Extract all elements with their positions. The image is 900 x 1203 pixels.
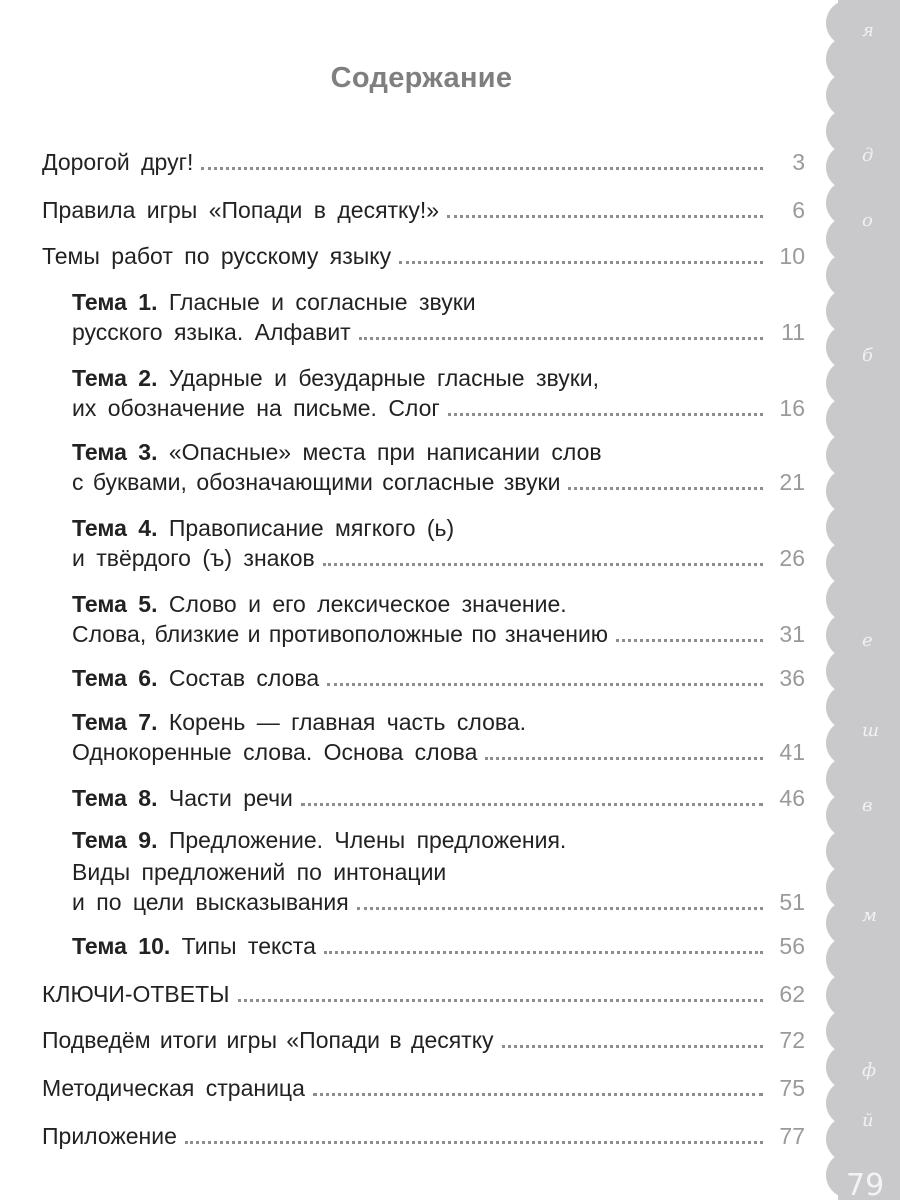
- dot-leader: [502, 1045, 763, 1048]
- dot-leader: [185, 1141, 763, 1144]
- dot-leader: [201, 167, 763, 170]
- topic-text: Правописание мягкого (ь): [168, 515, 455, 541]
- page-title: Содержание: [330, 62, 513, 94]
- dot-leader: [359, 337, 763, 340]
- toc-entry-method: [42, 1074, 805, 1102]
- topic-prefix: Тема 10.: [72, 933, 171, 959]
- toc-topic-4: [72, 544, 805, 572]
- toc-page-number: 36: [779, 665, 805, 691]
- toc-entry-text: Правила игры «Попади в десятку!»: [42, 197, 440, 223]
- dot-leader: [324, 951, 763, 954]
- toc-entry-keys: [42, 980, 805, 1008]
- topic-text: Корень — главная часть слова.: [168, 709, 527, 735]
- decorative-letter: е: [862, 630, 873, 651]
- toc-topic-7-first-line: [72, 708, 526, 736]
- toc-entry-results: [42, 1026, 805, 1054]
- toc-entry-text: русского языка. Алфавит: [72, 319, 351, 345]
- topic-prefix: Тема 6.: [72, 665, 158, 691]
- toc-page-number: 3: [792, 149, 805, 175]
- toc-page-number: 10: [779, 243, 805, 269]
- toc-entry-dear-friend: [42, 148, 805, 176]
- dot-leader: [399, 261, 763, 264]
- toc-entry-topics: [42, 242, 805, 270]
- topic-text: Состав слова: [168, 665, 320, 691]
- toc-page-number: 72: [779, 1027, 805, 1053]
- decorative-letter: й: [862, 1110, 874, 1131]
- toc-topic-3-first-line: [72, 438, 602, 466]
- toc-entry-text: и по цели высказывания: [72, 889, 349, 915]
- topic-prefix: Тема 2.: [72, 365, 158, 391]
- toc-topic-9-first-line: [72, 826, 566, 854]
- toc-entry-text: КЛЮЧИ-ОТВЕТЫ: [42, 981, 230, 1007]
- topic-text: Предложение. Члены предложения.: [168, 827, 567, 853]
- toc-topic-5-first-line: [72, 590, 567, 618]
- dot-leader: [485, 757, 763, 760]
- toc-entry-text: их обозначение на письме. Слог: [72, 395, 440, 421]
- toc-entry-text: [72, 932, 316, 960]
- toc-topic-9: [72, 888, 805, 916]
- toc-page-number: 46: [779, 785, 805, 811]
- toc-topic-10: [72, 932, 805, 960]
- toc-topic-7: [72, 738, 805, 766]
- decorative-letter: б: [862, 345, 873, 366]
- toc-topic-2-first-line: [72, 364, 599, 392]
- topic-text: Гласные и согласные звуки: [168, 289, 476, 315]
- toc-entry-rules: [42, 196, 805, 224]
- decorative-letter: ф: [862, 1060, 877, 1081]
- decorative-letter: м: [862, 905, 877, 926]
- topic-prefix: Тема 7.: [72, 709, 158, 735]
- toc-entry-text: и твёрдого (ъ) знаков: [72, 545, 315, 571]
- dot-leader: [238, 999, 763, 1002]
- toc-entry-text: Приложение: [42, 1123, 177, 1149]
- toc-page-number: 6: [792, 197, 805, 223]
- toc-entry-appendix: [42, 1122, 805, 1150]
- toc-page-number: 11: [781, 319, 805, 345]
- toc-page-number: 16: [779, 395, 805, 421]
- topic-prefix: Тема 4.: [72, 515, 158, 541]
- toc-page-number: 62: [779, 981, 805, 1007]
- topic-text: Слово и его лексическое значение.: [168, 591, 567, 617]
- toc-entry-text: Методическая страница: [42, 1075, 305, 1101]
- topic-prefix: Тема 5.: [72, 591, 158, 617]
- topic-prefix: Тема 8.: [72, 785, 158, 811]
- toc-topic-9-second-line: Виды предложений по интонации: [72, 859, 447, 885]
- topic-prefix: Тема 9.: [72, 827, 158, 853]
- toc-page-number: 41: [779, 739, 805, 765]
- toc-entry-text: [72, 784, 293, 812]
- toc-topic-3: [72, 468, 805, 496]
- toc-page-number: 26: [779, 545, 805, 571]
- decorative-letter: я: [862, 20, 874, 41]
- dot-leader: [357, 907, 763, 910]
- topic-text: «Опасные» места при написании слов: [168, 439, 602, 465]
- decorative-letter: о: [862, 210, 873, 231]
- page-number: 79: [846, 1168, 885, 1203]
- toc-entry-text: Подведём итоги игры «Попади в десятку: [42, 1027, 494, 1053]
- dot-leader: [616, 639, 763, 642]
- decorative-letter: д: [862, 145, 874, 166]
- toc-entry-text: Темы работ по русскому языку: [42, 243, 392, 269]
- toc-page-number: 77: [779, 1123, 805, 1149]
- toc-topic-4-first-line: [72, 514, 454, 542]
- toc-topic-1: [72, 318, 805, 346]
- topic-prefix: Тема 3.: [72, 439, 158, 465]
- toc-topic-5: [72, 620, 805, 648]
- toc-page-number: 56: [779, 933, 805, 959]
- dot-leader: [448, 413, 763, 416]
- toc-page-number: 31: [779, 621, 805, 647]
- decorative-letter: в: [862, 795, 873, 816]
- topic-text: Части речи: [168, 785, 293, 811]
- dot-leader: [301, 803, 763, 806]
- toc-page-number: 21: [779, 469, 805, 495]
- decorative-letter: ш: [862, 720, 880, 741]
- dot-leader: [313, 1093, 763, 1096]
- toc-topic-2: [72, 394, 805, 422]
- toc-entry-text: Дорогой друг!: [42, 149, 194, 175]
- dot-leader: [323, 563, 763, 566]
- dot-leader: [447, 215, 763, 218]
- toc-page-number: 51: [779, 889, 805, 915]
- toc-entry-text: [72, 664, 319, 692]
- dot-leader: [327, 683, 763, 686]
- topic-text: Ударные и безударные гласные звуки,: [168, 365, 600, 391]
- toc-entry-text: Слова, близкие и противоположные по значению: [72, 621, 609, 647]
- toc-entry-text: с буквами, обозначающими согласные звуки: [72, 469, 561, 495]
- toc-entry-text: Однокоренные слова. Основа слова: [72, 739, 478, 765]
- toc-topic-6: [72, 664, 805, 692]
- topic-text: Типы текста: [181, 933, 316, 959]
- toc-topic-1-first-line: [72, 288, 476, 316]
- toc-topic-8: [72, 784, 805, 812]
- topic-prefix: Тема 1.: [72, 289, 158, 315]
- dot-leader: [568, 487, 763, 490]
- toc-page-number: 75: [779, 1075, 805, 1101]
